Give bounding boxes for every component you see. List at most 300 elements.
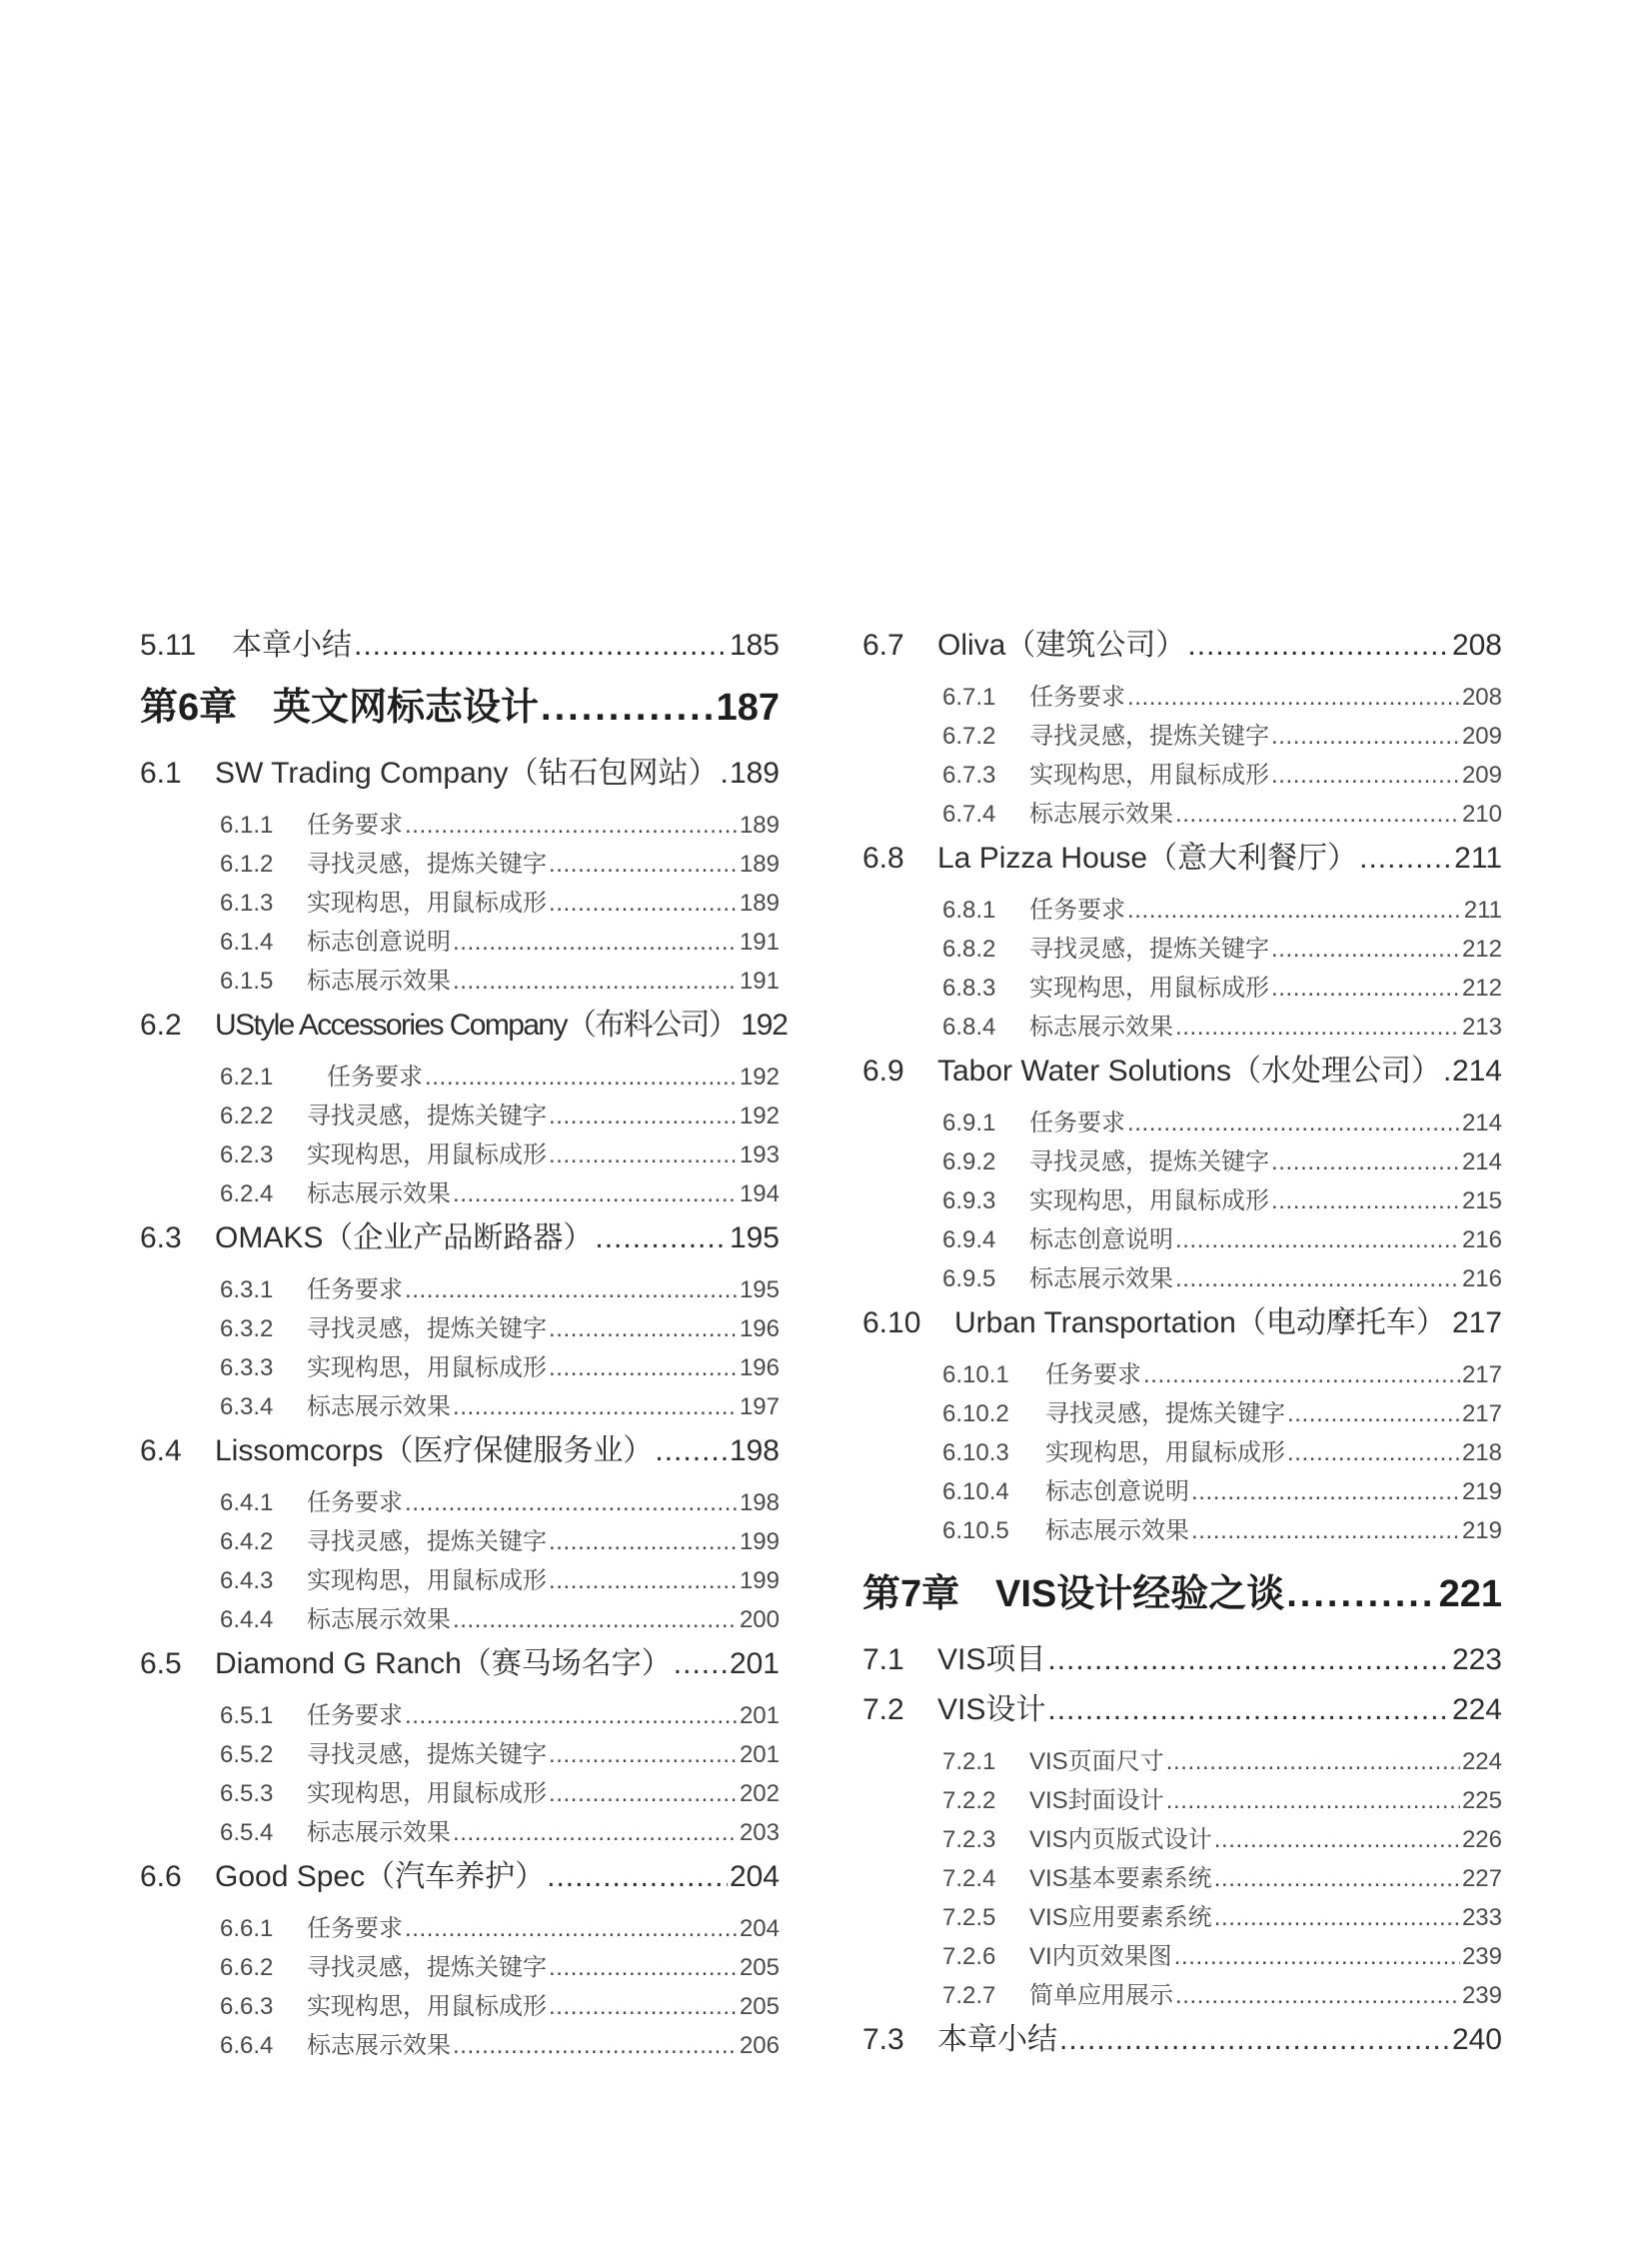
toc-entry-title: 任务要求 xyxy=(1029,1110,1125,1136)
toc-sub-6-10-5[interactable] xyxy=(942,1511,1502,1550)
toc-sub-6-8-4[interactable] xyxy=(942,1008,1502,1047)
toc-page-number: 211 xyxy=(1463,897,1502,924)
toc-page-number: 219 xyxy=(1461,1478,1502,1505)
toc-page-number: 195 xyxy=(739,1276,780,1303)
toc-entry-number: 7.2.4 xyxy=(942,1865,996,1892)
toc-sub-6-4-4[interactable] xyxy=(220,1600,780,1639)
toc-sub-6-9-4[interactable] xyxy=(942,1220,1502,1259)
toc-entry-number: 6.5 xyxy=(140,1647,182,1680)
toc-entry-number: 7.3 xyxy=(862,2023,904,2056)
toc-page-number: 192 xyxy=(739,1103,780,1129)
toc-entry-title: 任务要求 xyxy=(307,1276,403,1303)
toc-page-number: 225 xyxy=(1461,1787,1502,1814)
toc-entry-number: 6.10.3 xyxy=(942,1439,1009,1466)
toc-entry-title: 寻找灵感，提炼关键字 xyxy=(1029,936,1269,963)
toc-section-6-8[interactable] xyxy=(862,841,1502,877)
toc-entry-number: 6.2 xyxy=(140,1009,182,1042)
toc-sub-6-4-2[interactable] xyxy=(220,1522,780,1561)
toc-dot-leader xyxy=(1166,1781,1460,1820)
toc-page-number: 240 xyxy=(1451,2023,1502,2056)
toc-entry-number: 6.8 xyxy=(862,842,904,875)
toc-dot-leader xyxy=(1287,1433,1460,1472)
toc-dot-leader xyxy=(1127,678,1460,717)
toc-entry-number: 6.4.2 xyxy=(220,1528,274,1555)
toc-entry-number: 7.2.6 xyxy=(942,1943,996,1970)
toc-section-6-3[interactable] xyxy=(140,1220,780,1256)
toc-entry-title: 实现构思，用鼠标成形 xyxy=(1029,1187,1269,1214)
toc-dot-leader xyxy=(1187,628,1450,664)
toc-entry-title: 标志展示效果 xyxy=(307,1180,451,1207)
toc-dot-leader xyxy=(425,1058,738,1097)
toc-entry-title: VIS内页版式设计 xyxy=(1029,1826,1212,1853)
toc-page-number: 239 xyxy=(1461,1943,1502,1970)
toc-entry-number: 6.6 xyxy=(140,1860,182,1893)
toc-sub-7-2-1[interactable] xyxy=(942,1742,1502,1781)
toc-entry-title: 标志展示效果 xyxy=(307,1606,451,1633)
toc-dot-leader xyxy=(1271,1142,1460,1181)
toc-sub-6-5-1[interactable] xyxy=(220,1696,780,1735)
toc-entry-title: 实现构思，用鼠标成形 xyxy=(1029,975,1269,1002)
toc-entry-title: 实现构思，用鼠标成形 xyxy=(1029,762,1269,789)
toc-page-number: 199 xyxy=(739,1567,780,1594)
toc-dot-leader xyxy=(453,962,738,1001)
toc-dot-leader xyxy=(674,1646,728,1682)
toc-entry-title: 简单应用展示 xyxy=(1029,1982,1173,2009)
toc-dot-leader xyxy=(1271,717,1460,756)
toc-page-number: 196 xyxy=(739,1354,780,1381)
toc-entry-title: 寻找灵感，提炼关键字 xyxy=(1029,723,1269,750)
toc-section-6-7[interactable] xyxy=(862,628,1502,664)
toc-dot-leader xyxy=(720,756,727,792)
toc-sub-7-2-7[interactable] xyxy=(942,1976,1502,2015)
toc-entry-number: 6.1 xyxy=(140,757,182,790)
toc-sub-6-7-3[interactable] xyxy=(942,756,1502,795)
toc-entry-title: 寻找灵感，提炼关键字 xyxy=(1029,1148,1269,1175)
toc-entry-number: 6.9.3 xyxy=(942,1187,996,1214)
toc-sub-6-10-3[interactable] xyxy=(942,1433,1502,1472)
toc-page-number: 194 xyxy=(739,1180,780,1207)
toc-sub-6-2-4[interactable] xyxy=(220,1174,780,1213)
toc-entry-title: OMAKS（企业产品断路器） xyxy=(215,1221,594,1254)
toc-dot-leader xyxy=(405,1909,738,1948)
toc-sub-6-9-5[interactable] xyxy=(942,1259,1502,1298)
toc-page-number: 211 xyxy=(1454,842,1502,875)
toc-sub-6-6-1[interactable] xyxy=(220,1909,780,1948)
toc-sub-6-7-4[interactable] xyxy=(942,795,1502,834)
toc-entry-number: 6.8.4 xyxy=(942,1014,996,1041)
toc-entry-title: 标志展示效果 xyxy=(307,1393,451,1420)
toc-sub-6-6-4[interactable] xyxy=(220,2026,780,2065)
toc-entry-number: 6.1.2 xyxy=(220,851,274,878)
toc-entry-number: 7.2.1 xyxy=(942,1748,996,1775)
toc-sub-6-9-2[interactable] xyxy=(942,1142,1502,1181)
toc-entry-number: 6.3.2 xyxy=(220,1315,274,1342)
toc-page-number: 201 xyxy=(739,1741,780,1768)
toc-sub-6-1-2[interactable] xyxy=(220,845,780,884)
toc-sub-6-2-3[interactable] xyxy=(220,1135,780,1174)
toc-section-6-1[interactable] xyxy=(140,756,780,792)
toc-section-6-2[interactable] xyxy=(140,1008,788,1044)
toc-page-number: 189 xyxy=(739,812,780,839)
toc-entry-number: 6.7.2 xyxy=(942,723,996,750)
toc-dot-leader xyxy=(1175,1008,1460,1047)
toc-page-number: 205 xyxy=(739,1954,780,1981)
toc-dot-leader xyxy=(1443,1054,1450,1090)
toc-sub-6-4-1[interactable] xyxy=(220,1483,780,1522)
toc-page-number: 201 xyxy=(729,1647,780,1680)
toc-sub-6-2-2[interactable] xyxy=(220,1097,780,1135)
toc-entry-title: 寻找灵感，提炼关键字 xyxy=(307,851,547,878)
toc-section-7-2[interactable] xyxy=(862,1692,1502,1728)
toc-dot-leader xyxy=(549,1135,738,1174)
toc-dot-leader xyxy=(1359,841,1452,877)
toc-entry-title: Tabor Water Solutions（水处理公司） xyxy=(937,1055,1442,1088)
toc-dot-leader xyxy=(1175,1220,1460,1259)
toc-sub-6-5-4[interactable] xyxy=(220,1813,780,1852)
toc-entry-number: 6.7.1 xyxy=(942,684,996,711)
toc-page-number: 213 xyxy=(1461,1014,1502,1041)
toc-page-number: 239 xyxy=(1461,1982,1502,2009)
toc-sub-6-1-1[interactable] xyxy=(220,806,780,845)
toc-sub-6-7-2[interactable] xyxy=(942,717,1502,756)
toc-dot-leader xyxy=(453,1174,738,1213)
toc-entry-number: 6.9.4 xyxy=(942,1226,996,1253)
toc-entry-title: Lissomcorps（医疗保健服务业） xyxy=(215,1434,654,1467)
toc-dot-leader xyxy=(1174,1937,1460,1976)
toc-entry-title: 任务要求 xyxy=(307,1915,403,1942)
toc-entry-title: VIS设计 xyxy=(937,1693,1046,1726)
toc-page-number: 196 xyxy=(739,1315,780,1342)
toc-dot-leader xyxy=(1271,756,1460,795)
toc-page-number: 189 xyxy=(729,757,780,790)
toc-entry-number: 6.2.1 xyxy=(220,1064,274,1091)
toc-dot-leader xyxy=(1175,795,1460,834)
toc-entry-number: 第7章 xyxy=(862,1573,960,1615)
toc-entry-title: Urban Transportation（电动摩托车） xyxy=(954,1306,1446,1339)
toc-entry-title: UStyle Accessories Company（布料公司） xyxy=(215,1009,738,1042)
toc-sub-6-9-1[interactable] xyxy=(942,1104,1502,1142)
toc-entry-number: 6.10.5 xyxy=(942,1517,1009,1544)
toc-right-column xyxy=(862,628,1502,2072)
toc-sub-6-8-3[interactable] xyxy=(942,969,1502,1008)
toc-dot-leader xyxy=(405,1483,738,1522)
toc-sub-6-1-4[interactable] xyxy=(220,923,780,962)
toc-sub-6-5-2[interactable] xyxy=(220,1735,780,1774)
toc-chapter-7[interactable] xyxy=(862,1572,1502,1616)
toc-entry-number: 6.3 xyxy=(140,1221,182,1254)
toc-sub-6-6-3[interactable] xyxy=(220,1987,780,2026)
toc-page-number: 195 xyxy=(729,1221,780,1254)
toc-page-number: 189 xyxy=(739,890,780,917)
toc-entry-number: 6.5.2 xyxy=(220,1741,274,1768)
toc-page-number: 217 xyxy=(1461,1361,1502,1388)
toc-entry-number: 6.8.1 xyxy=(942,897,996,924)
toc-page-number: 191 xyxy=(739,929,780,956)
toc-entry-number: 6.9 xyxy=(862,1055,904,1088)
toc-sub-6-10-2[interactable] xyxy=(942,1394,1502,1433)
toc-entry-title: VIS基本要素系统 xyxy=(1029,1865,1212,1892)
toc-dot-leader xyxy=(1127,1104,1460,1142)
toc-entry-number: 6.3.4 xyxy=(220,1393,274,1420)
toc-entry-title: VIS页面尺寸 xyxy=(1029,1748,1164,1775)
toc-page-number: 217 xyxy=(1451,1306,1502,1339)
toc-dot-leader xyxy=(1047,1642,1450,1678)
toc-dot-leader xyxy=(1175,1259,1460,1298)
toc-sub-6-8-2[interactable] xyxy=(942,930,1502,969)
toc-entry-title: 任务要求 xyxy=(307,812,403,839)
toc-dot-leader xyxy=(453,1813,738,1852)
toc-dot-leader xyxy=(405,806,738,845)
toc-page-number: 204 xyxy=(739,1915,780,1942)
toc-entry-title: 实现构思，用鼠标成形 xyxy=(307,1567,547,1594)
toc-entry-number: 6.4.4 xyxy=(220,1606,274,1633)
toc-entry-title: VIS项目 xyxy=(937,1643,1046,1676)
toc-entry-number: 6.5.3 xyxy=(220,1780,274,1807)
toc-page-number: 227 xyxy=(1461,1865,1502,1892)
toc-entry-title: 寻找灵感，提炼关键字 xyxy=(1045,1400,1285,1427)
toc-entry-number: 7.2 xyxy=(862,1693,904,1726)
toc-page-number: 210 xyxy=(1461,801,1502,828)
toc-page-number: 209 xyxy=(1461,762,1502,789)
toc-entry-title: 本章小结 xyxy=(232,629,352,662)
toc-dot-leader xyxy=(595,1220,728,1256)
toc-chapter-6[interactable] xyxy=(140,686,780,730)
toc-entry-number: 6.8.3 xyxy=(942,975,996,1002)
toc-entry-number: 6.6.2 xyxy=(220,1954,274,1981)
toc-dot-leader xyxy=(549,1097,738,1135)
toc-page-number: 203 xyxy=(739,1819,780,1846)
toc-sub-6-10-4[interactable] xyxy=(942,1472,1502,1511)
toc-page-number: 189 xyxy=(739,851,780,878)
toc-page-number: 204 xyxy=(729,1860,780,1893)
toc-page-number: 185 xyxy=(729,629,780,662)
toc-section-6-6[interactable] xyxy=(140,1859,780,1895)
toc-entry-title: 任务要求 xyxy=(1029,897,1125,924)
toc-sub-6-7-1[interactable] xyxy=(942,678,1502,717)
toc-dot-leader xyxy=(453,923,738,962)
toc-entry-title: 寻找灵感，提炼关键字 xyxy=(307,1528,547,1555)
toc-page-number: 233 xyxy=(1461,1904,1502,1931)
toc-entry-title: 寻找灵感，提炼关键字 xyxy=(307,1954,547,1981)
toc-page-number: 226 xyxy=(1461,1826,1502,1853)
toc-entry-title: 标志展示效果 xyxy=(1045,1517,1189,1544)
toc-entry-number: 6.10.4 xyxy=(942,1478,1009,1505)
toc-page-number: 201 xyxy=(739,1702,780,1729)
toc-section-5-11[interactable] xyxy=(140,628,780,664)
toc-dot-leader xyxy=(549,1561,738,1600)
toc-entry-title: 实现构思，用鼠标成形 xyxy=(307,890,547,917)
toc-sub-6-3-1[interactable] xyxy=(220,1270,780,1309)
toc-dot-leader xyxy=(1214,1820,1460,1859)
toc-sub-7-2-4[interactable] xyxy=(942,1859,1502,1898)
toc-page-number: 224 xyxy=(1451,1693,1502,1726)
toc-entry-number: 6.10.2 xyxy=(942,1400,1009,1427)
toc-page-number: 206 xyxy=(739,2032,780,2059)
toc-entry-number: 6.9.1 xyxy=(942,1110,996,1136)
toc-sub-7-2-6[interactable] xyxy=(942,1937,1502,1976)
toc-dot-leader xyxy=(1448,1305,1450,1341)
toc-entry-title: 标志创意说明 xyxy=(1045,1478,1189,1505)
toc-dot-leader xyxy=(1286,1572,1436,1616)
toc-dot-leader xyxy=(1175,1976,1460,2015)
toc-dot-leader xyxy=(1214,1898,1460,1937)
toc-entry-title: La Pizza House（意大利餐厅） xyxy=(937,842,1358,875)
toc-entry-title: 任务要求 xyxy=(307,1702,403,1729)
toc-sub-7-2-2[interactable] xyxy=(942,1781,1502,1820)
toc-page-number: 198 xyxy=(739,1489,780,1516)
toc-page-number: 212 xyxy=(1461,975,1502,1002)
toc-page-number: 199 xyxy=(739,1528,780,1555)
toc-dot-leader xyxy=(549,1522,738,1561)
toc-page-number: 200 xyxy=(739,1606,780,1633)
toc-entry-title: 实现构思，用鼠标成形 xyxy=(1045,1439,1285,1466)
toc-entry-number: 6.4.3 xyxy=(220,1567,274,1594)
toc-entry-number: 6.1.1 xyxy=(220,812,274,839)
toc-dot-leader xyxy=(1047,1692,1450,1728)
toc-entry-title: VIS设计经验之谈 xyxy=(995,1573,1285,1615)
toc-entry-number: 6.3.3 xyxy=(220,1354,274,1381)
toc-entry-number: 6.1.3 xyxy=(220,890,274,917)
toc-entry-title: 标志展示效果 xyxy=(307,1819,451,1846)
toc-entry-title: Oliva（建筑公司） xyxy=(937,629,1186,662)
toc-page-number: 191 xyxy=(739,968,780,995)
toc-sub-6-3-4[interactable] xyxy=(220,1387,780,1426)
toc-section-6-9[interactable] xyxy=(862,1054,1502,1090)
toc-dot-leader xyxy=(549,1735,738,1774)
toc-dot-leader xyxy=(1214,1859,1460,1898)
toc-entry-number: 6.9.5 xyxy=(942,1265,996,1292)
toc-sub-6-4-3[interactable] xyxy=(220,1561,780,1600)
toc-dot-leader xyxy=(405,1270,738,1309)
toc-page-number: 197 xyxy=(739,1393,780,1420)
toc-page-number: 192 xyxy=(739,1064,780,1091)
toc-page-number: 205 xyxy=(739,1993,780,2020)
toc-page-number: 198 xyxy=(729,1434,780,1467)
toc-entry-number: 6.5.4 xyxy=(220,1819,274,1846)
toc-entry-number: 6.7.3 xyxy=(942,762,996,789)
toc-dot-leader xyxy=(405,1696,738,1735)
toc-entry-title: 标志展示效果 xyxy=(307,2032,451,2059)
toc-entry-title: 实现构思，用鼠标成形 xyxy=(307,1354,547,1381)
toc-entry-title: VI内页效果图 xyxy=(1029,1943,1172,1970)
toc-dot-leader xyxy=(549,1774,738,1813)
toc-dot-leader xyxy=(541,686,715,730)
toc-sub-6-2-1[interactable] xyxy=(220,1058,780,1097)
toc-entry-title: 任务要求 xyxy=(1029,684,1125,711)
toc-section-6-10[interactable] xyxy=(862,1305,1502,1341)
toc-dot-leader xyxy=(1166,1742,1460,1781)
toc-dot-leader xyxy=(453,2026,738,2065)
toc-dot-leader xyxy=(1271,930,1460,969)
toc-sub-6-8-1[interactable] xyxy=(942,891,1502,930)
toc-entry-number: 6.6.4 xyxy=(220,2032,274,2059)
toc-dot-leader xyxy=(1191,1472,1460,1511)
toc-sub-6-3-3[interactable] xyxy=(220,1348,780,1387)
toc-sub-6-3-2[interactable] xyxy=(220,1309,780,1348)
toc-entry-number: 6.9.2 xyxy=(942,1148,996,1175)
toc-entry-number: 6.3.1 xyxy=(220,1276,274,1303)
toc-entry-number: 6.2.4 xyxy=(220,1180,274,1207)
toc-sub-6-9-3[interactable] xyxy=(942,1181,1502,1220)
toc-page-number: 224 xyxy=(1461,1748,1502,1775)
toc-dot-leader xyxy=(1143,1355,1460,1394)
toc-dot-leader xyxy=(453,1600,738,1639)
toc-sub-7-2-5[interactable] xyxy=(942,1898,1502,1937)
toc-entry-title: 实现构思，用鼠标成形 xyxy=(307,1993,547,2020)
toc-entry-title: 寻找灵感，提炼关键字 xyxy=(307,1741,547,1768)
toc-section-6-4[interactable] xyxy=(140,1433,780,1469)
toc-page-number: 217 xyxy=(1461,1400,1502,1427)
toc-page-number: 219 xyxy=(1461,1517,1502,1544)
toc-entry-number: 6.7.4 xyxy=(942,801,996,828)
toc-entry-title: 寻找灵感，提炼关键字 xyxy=(307,1315,547,1342)
toc-page-number: 208 xyxy=(1461,684,1502,711)
toc-entry-number: 6.5.1 xyxy=(220,1702,274,1729)
toc-sub-6-1-5[interactable] xyxy=(220,962,780,1001)
toc-page-number: 193 xyxy=(739,1141,780,1168)
toc-page-number: 216 xyxy=(1461,1265,1502,1292)
toc-entry-number: 6.6.3 xyxy=(220,1993,274,2020)
toc-entry-number: 5.11 xyxy=(140,629,197,662)
toc-entry-title: 英文网标志设计 xyxy=(273,687,540,729)
toc-page-number: 214 xyxy=(1461,1148,1502,1175)
toc-entry-number: 6.10.1 xyxy=(942,1361,1009,1388)
toc-page-number: 223 xyxy=(1451,1643,1502,1676)
toc-dot-leader xyxy=(1287,1394,1460,1433)
toc-dot-leader xyxy=(549,1948,738,1987)
toc-sub-6-6-2[interactable] xyxy=(220,1948,780,1987)
toc-entry-title: SW Trading Company（钻石包网站） xyxy=(215,757,719,790)
toc-dot-leader xyxy=(453,1387,738,1426)
toc-page-number: 192 xyxy=(741,1009,788,1042)
toc-left-column xyxy=(140,628,788,2072)
toc-entry-title: VIS应用要素系统 xyxy=(1029,1904,1212,1931)
toc-entry-number: 6.6.1 xyxy=(220,1915,274,1942)
toc-dot-leader xyxy=(1191,1511,1460,1550)
toc-sub-6-10-1[interactable] xyxy=(942,1355,1502,1394)
toc-entry-number: 6.1.5 xyxy=(220,968,274,995)
toc-section-7-1[interactable] xyxy=(862,1642,1502,1678)
toc-sub-6-1-3[interactable] xyxy=(220,884,780,923)
toc-entry-title: 任务要求 xyxy=(307,1489,403,1516)
toc-entry-title: Good Spec（汽车养护） xyxy=(215,1860,546,1893)
toc-page-number: 214 xyxy=(1451,1055,1502,1088)
toc-page-number: 209 xyxy=(1461,723,1502,750)
toc-entry-title: Diamond G Ranch（赛马场名字） xyxy=(215,1647,672,1680)
toc-dot-leader xyxy=(547,1859,728,1895)
toc-section-7-3[interactable] xyxy=(862,2022,1502,2058)
toc-sub-7-2-3[interactable] xyxy=(942,1820,1502,1859)
toc-entry-number: 第6章 xyxy=(140,687,238,729)
toc-entry-number: 7.1 xyxy=(862,1643,904,1676)
toc-entry-number: 7.2.7 xyxy=(942,1982,996,2009)
toc-entry-number: 6.2.3 xyxy=(220,1141,274,1168)
toc-page-number: 221 xyxy=(1438,1573,1502,1615)
toc-dot-leader xyxy=(655,1433,728,1469)
toc-entry-title: VIS封面设计 xyxy=(1029,1787,1164,1814)
toc-entry-number: 6.4 xyxy=(140,1434,182,1467)
toc-page-number: 202 xyxy=(739,1780,780,1807)
toc-entry-title: 标志展示效果 xyxy=(1029,801,1173,828)
toc-page-number: 218 xyxy=(1461,1439,1502,1466)
toc-section-6-5[interactable] xyxy=(140,1646,780,1682)
toc-entry-title: 标志展示效果 xyxy=(307,968,451,995)
toc-dot-leader xyxy=(549,845,738,884)
toc-entry-number: 7.2.3 xyxy=(942,1826,996,1853)
toc-sub-6-5-3[interactable] xyxy=(220,1774,780,1813)
toc-page-number: 212 xyxy=(1461,936,1502,963)
toc-entry-title: 任务要求 xyxy=(1045,1361,1141,1388)
